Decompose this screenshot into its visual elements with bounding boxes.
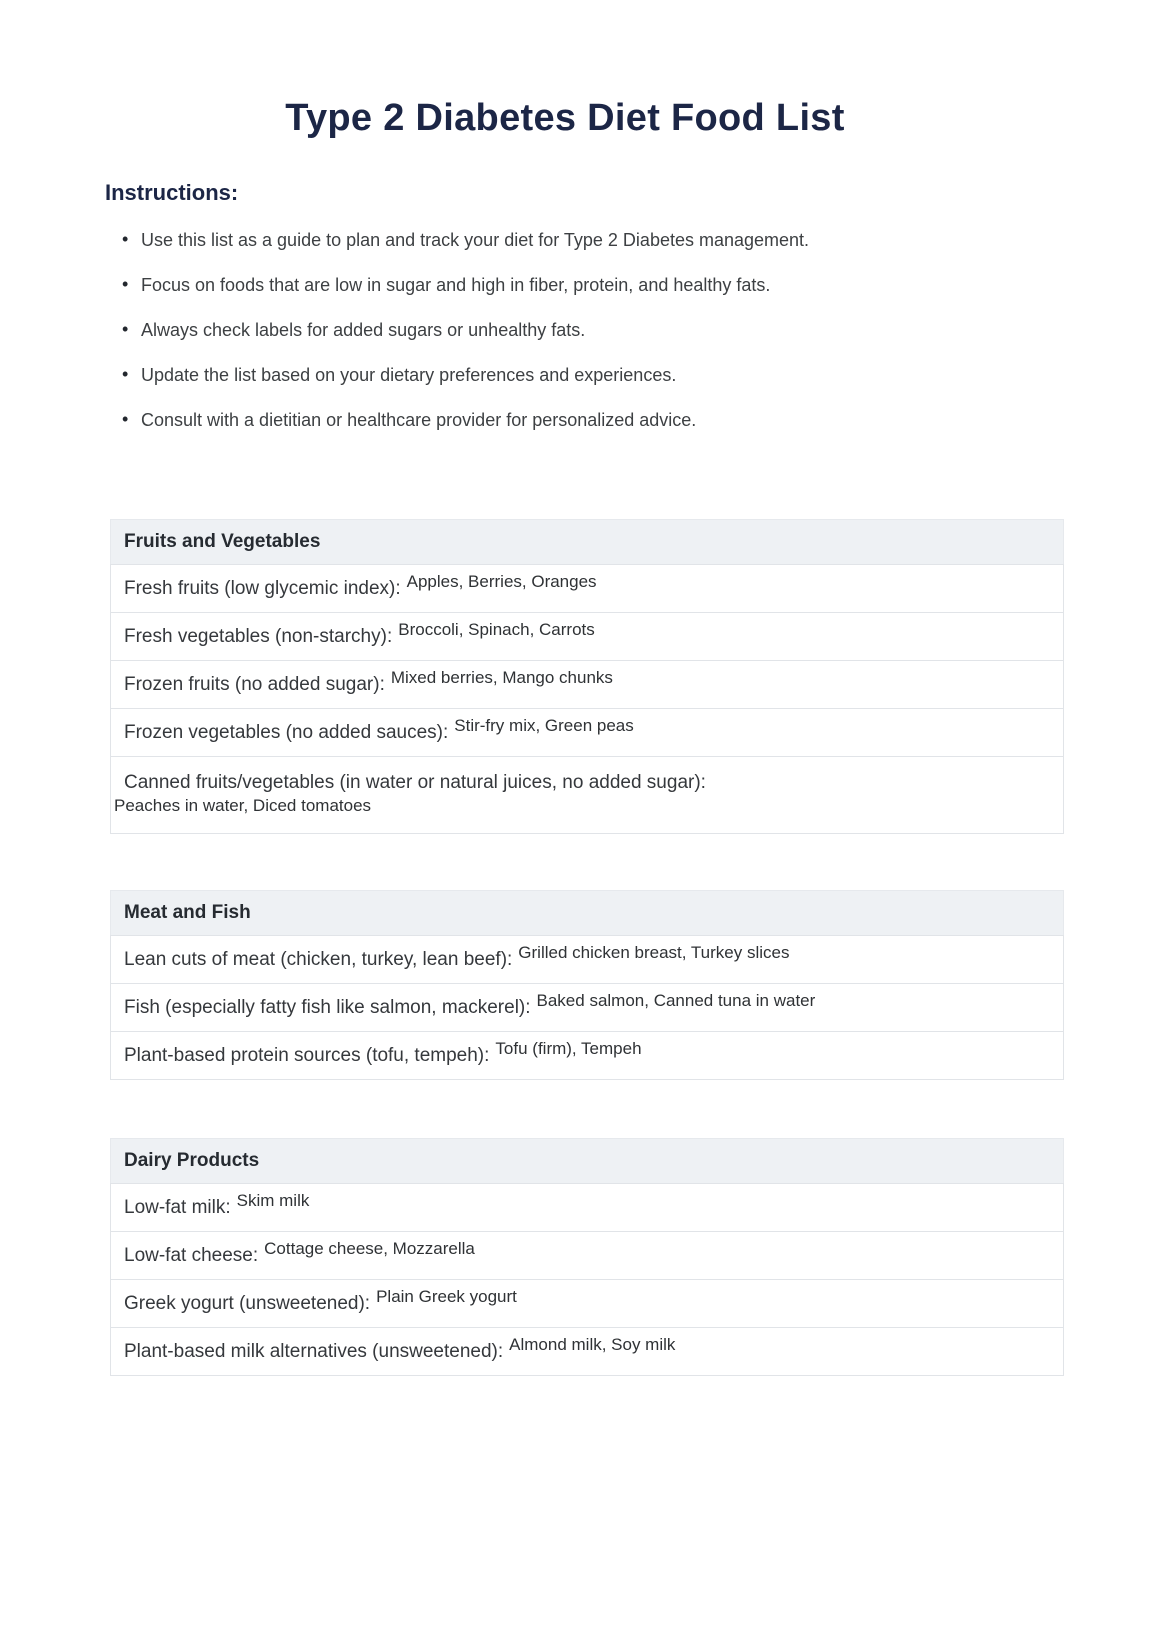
row-label: Greek yogurt (unsweetened): xyxy=(124,1292,371,1314)
row-label: Low-fat cheese: xyxy=(124,1244,259,1266)
table-row xyxy=(110,1231,1064,1280)
row-value: Tofu (firm), Tempeh xyxy=(495,1038,642,1058)
row-value: Grilled chicken breast, Turkey slices xyxy=(518,942,790,962)
row-value: Cottage cheese, Mozzarella xyxy=(264,1238,475,1258)
row-value: Broccoli, Spinach, Carrots xyxy=(398,619,595,639)
row-label: Lean cuts of meat (chicken, turkey, lean beef): xyxy=(124,948,513,970)
row-label: Fresh vegetables (non-starchy): xyxy=(124,625,393,647)
instructions-heading: Instructions: xyxy=(105,180,239,205)
document-title: Type 2 Diabetes Diet Food List xyxy=(285,97,845,139)
table-row xyxy=(110,660,1064,709)
row-label: Frozen fruits (no added sugar): xyxy=(124,673,385,695)
table-row xyxy=(110,708,1064,757)
row-value: Peaches in water, Diced tomatoes xyxy=(114,796,372,815)
table-row xyxy=(110,1031,1064,1080)
table-row xyxy=(110,612,1064,661)
table-row xyxy=(110,564,1064,613)
row-label: Frozen vegetables (no added sauces): xyxy=(124,721,449,743)
row-value: Plain Greek yogurt xyxy=(376,1286,517,1306)
row-label: Fish (especially fatty fish like salmon, mackerel): xyxy=(124,996,531,1018)
row-value: Stir-fry mix, Green peas xyxy=(454,715,634,735)
row-label: Plant-based protein sources (tofu, tempeh): xyxy=(124,1044,490,1066)
table-row xyxy=(110,1183,1064,1232)
instruction-item: • Use this list as a guide to plan and track your diet for Type 2 Diabetes management. xyxy=(122,230,1042,251)
section-meat-and-fish xyxy=(110,890,1064,1080)
section-header: Dairy Products xyxy=(110,1138,1064,1184)
table-row xyxy=(110,935,1064,984)
row-value: Apples, Berries, Oranges xyxy=(406,571,597,591)
row-value: Mixed berries, Mango chunks xyxy=(390,667,613,687)
row-value: Almond milk, Soy milk xyxy=(509,1334,676,1354)
instruction-item: • Focus on foods that are low in sugar and high in fiber, protein, and healthy fats. xyxy=(122,275,1042,296)
section-dairy-products xyxy=(110,1138,1064,1376)
row-value: Baked salmon, Canned tuna in water xyxy=(536,990,816,1010)
row-label: Plant-based milk alternatives (unsweetened): xyxy=(124,1340,504,1362)
table-row xyxy=(110,983,1064,1032)
row-label: Low-fat milk: xyxy=(124,1196,231,1218)
instructions-list xyxy=(122,230,1042,455)
row-label: Fresh fruits (low glycemic index): xyxy=(124,577,401,599)
row-label: Canned fruits/vegetables (in water or natural juices, no added sugar): xyxy=(124,772,706,793)
row-value: Skim milk xyxy=(236,1190,310,1210)
section-header: Meat and Fish xyxy=(110,890,1064,936)
instruction-item: • Always check labels for added sugars or unhealthy fats. xyxy=(122,320,1042,341)
section-fruits-and-vegetables xyxy=(110,519,1064,834)
section-header: Fruits and Vegetables xyxy=(110,519,1064,565)
table-row xyxy=(110,1279,1064,1328)
table-row xyxy=(110,756,1064,834)
instruction-item: • Consult with a dietitian or healthcare provider for personalized advice. xyxy=(122,410,1042,431)
instruction-item: • Update the list based on your dietary preferences and experiences. xyxy=(122,365,1042,386)
table-row xyxy=(110,1327,1064,1376)
